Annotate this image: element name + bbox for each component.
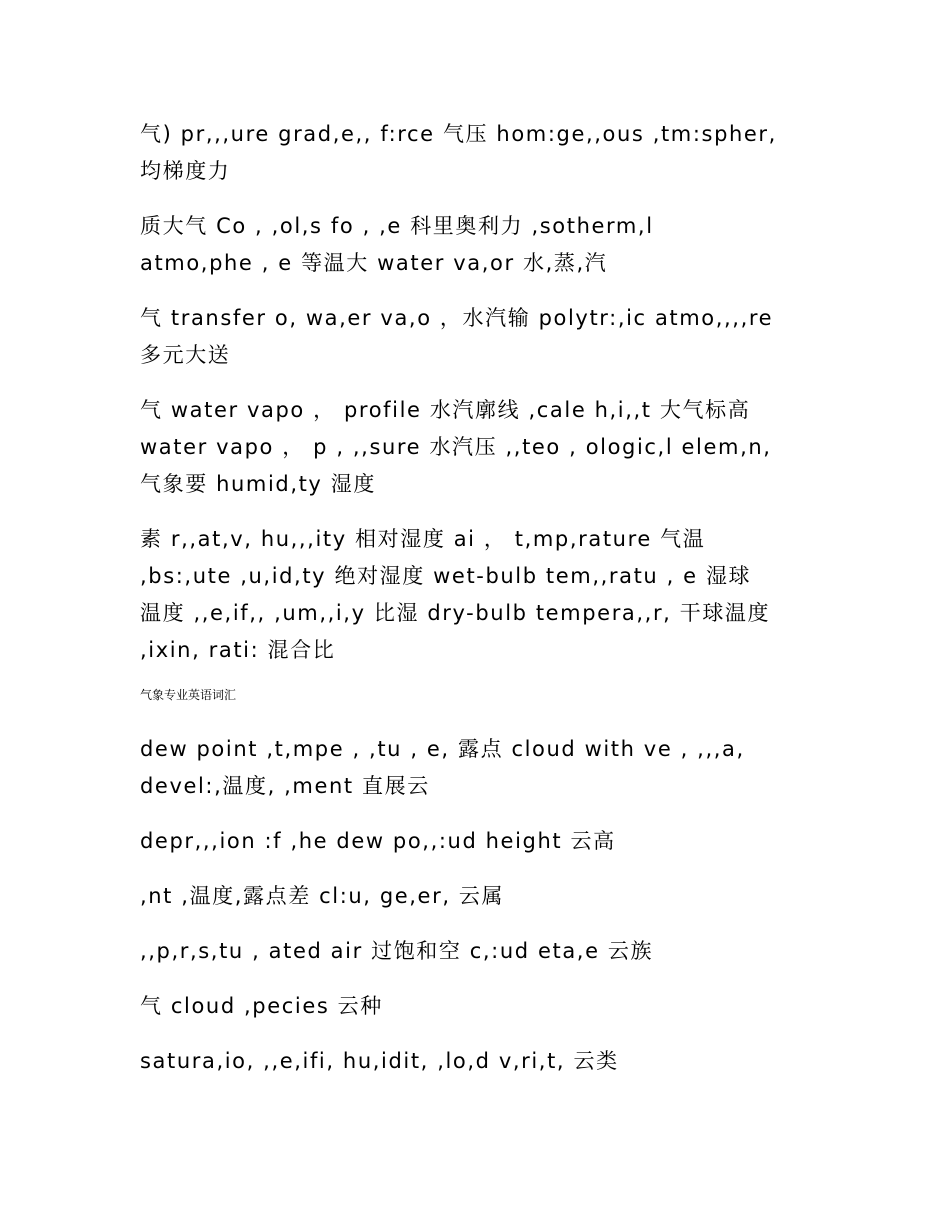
text-line: ,ixin, rati: 混合比 (140, 638, 336, 662)
paragraph (140, 933, 820, 970)
paragraph (140, 878, 820, 915)
text-line: dew point ,t,mpe , ,tu , e, 露点 cloud with ve , ,,,a, (140, 737, 745, 761)
paragraph (140, 823, 820, 860)
paragraph (140, 988, 820, 1025)
text-line: depr,,,ion :f ,he dew po,,:ud height 云高 (140, 829, 616, 853)
text-line: 气) pr,,,ure grad,e,, f:rce 气压 hom:ge,,ous ,tm:spher, (140, 122, 777, 146)
text-line: 均梯度力 (140, 159, 231, 183)
text-line: atmo,phe , e 等温大 water va,or 水,蒸,汽 (140, 251, 608, 275)
section-1 (140, 116, 820, 669)
running-header: 气象专业英语词汇 (140, 688, 237, 702)
text-line: satura,io, ,,e,ifi, hu,idit, ,lo,d v,ri,t, 云类 (140, 1049, 619, 1073)
text-line: 多元大送 (140, 343, 231, 367)
text-line: ,nt ,温度,露点差 cl:u, ge,er, 云属 (140, 884, 505, 908)
paragraph (140, 392, 820, 503)
document-page (140, 116, 820, 1098)
section-2 (140, 731, 820, 1080)
paragraph (140, 521, 820, 669)
text-line: 气象要 humid,ty 湿度 (140, 472, 376, 496)
text-line: 质大气 Co , ,ol,s fo , ,e 科里奥利力 ,sotherm,l (140, 214, 654, 238)
text-line: 温度 ,,e,if,, ,um,,i,y 比湿 dry-bulb tempera,,r, 干球温度 (140, 601, 771, 625)
paragraph (140, 1043, 820, 1080)
text-line: ,bs:,ute ,u,id,ty 绝对湿度 wet-bulb tem,,ratu , e 湿球 (140, 564, 752, 588)
text-line: water vapo ， p , ,,sure 水汽压 ,,teo , ologic,l elem,n, (140, 435, 772, 459)
paragraph (140, 116, 820, 190)
paragraph (140, 300, 820, 374)
text-line: devel:,温度, ,ment 直展云 (140, 774, 430, 798)
text-line: 气 cloud ,pecies 云种 (140, 994, 383, 1018)
paragraph (140, 731, 820, 805)
text-line: 素 r,,at,v, hu,,,ity 相对湿度 ai ， t,mp,rature 气温 (140, 527, 706, 551)
paragraph (140, 208, 820, 282)
text-line: ,,p,r,s,tu , ated air 过饱和空 c,:ud eta,e 云族 (140, 939, 654, 963)
text-line: 气 water vapo ， profile 水汽廓线 ,cale h,i,,t 大气标高 (140, 398, 751, 422)
text-line: 气 transfer o, wa,er va,o ，水汽输 polytr:,ic atmo,,,,re (140, 306, 774, 330)
